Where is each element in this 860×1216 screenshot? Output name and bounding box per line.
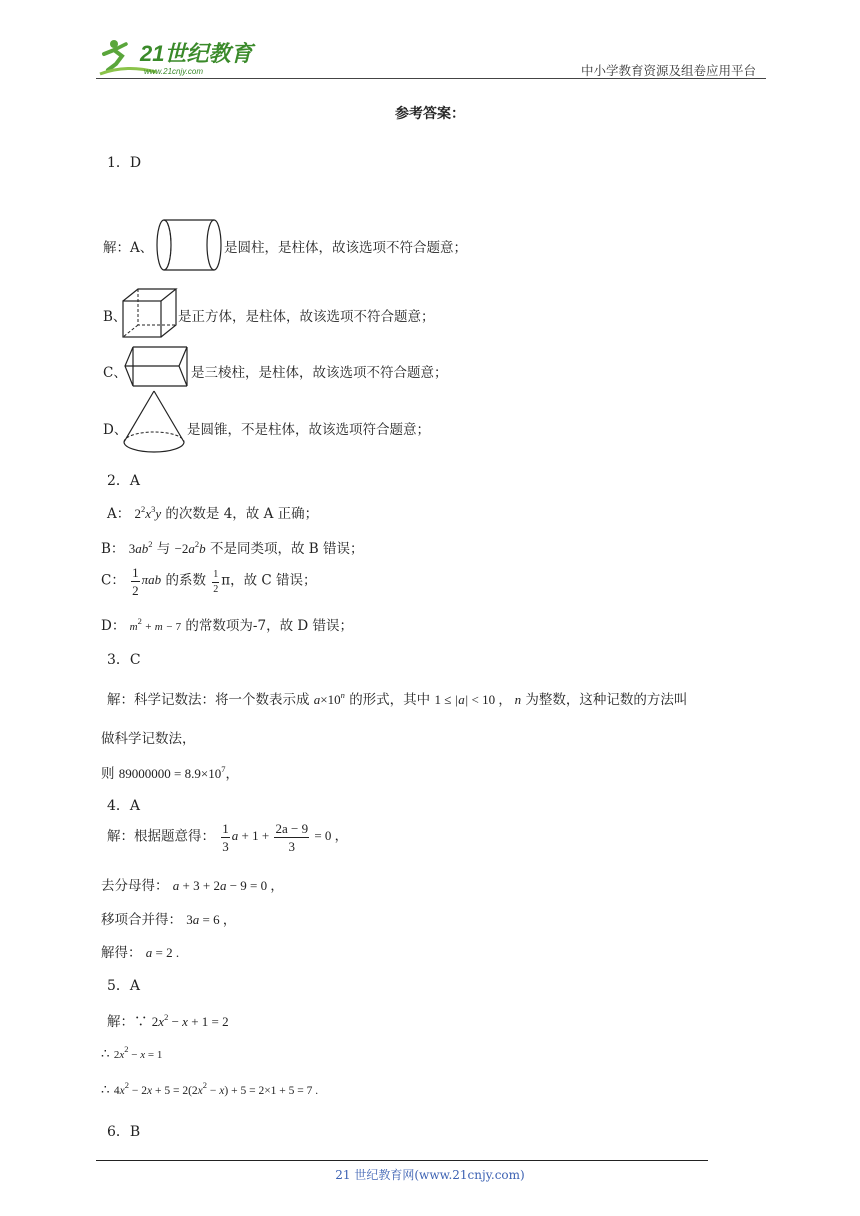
q1-option-a-prefix: 解：A、 bbox=[103, 240, 154, 256]
footer-link[interactable]: 21 世纪教育网(www.21cnjy.com) bbox=[335, 1168, 525, 1182]
q2-b-expression-1: $3ab^2$ bbox=[128, 539, 153, 556]
q1-option-d-text: 是圆锥，不是柱体，故该选项符合题意； bbox=[187, 422, 430, 438]
q2-c-coefficient: $\frac{1}{2}$ bbox=[213, 568, 219, 595]
q1-option-a-text: 是圆柱，是柱体，故该选项不符合题意； bbox=[224, 240, 467, 256]
runner-logo-icon bbox=[96, 34, 256, 78]
q4-line4-text: 解得： bbox=[101, 945, 142, 961]
q4-line-4 bbox=[101, 941, 179, 961]
q5-step-2: $2x^2 - x = 1$ bbox=[113, 1044, 163, 1061]
q2-c-text: π，故 C 错误； bbox=[221, 572, 317, 589]
q2-a-text: 的次数是 4，故 A 正确； bbox=[165, 506, 319, 522]
q1-option-b-text: 是正方体，是柱体，故该选项不符合题意； bbox=[178, 309, 435, 325]
q4-line3-text: 移项合并得： bbox=[101, 912, 182, 928]
q5-line3-text: ∴ bbox=[101, 1082, 110, 1098]
q5-line1-text: 解：∵ bbox=[107, 1014, 148, 1030]
q3-line-1 bbox=[107, 688, 687, 708]
cylinder-icon bbox=[154, 218, 224, 272]
answer-1: 1．D bbox=[107, 155, 142, 171]
q5-given: $2x^2 - x + 1 = 2$ bbox=[151, 1012, 229, 1029]
cone-icon bbox=[120, 388, 188, 456]
q2-c-expression: $\frac{1}{2}$ πab bbox=[132, 565, 162, 598]
answer-4: 4．A bbox=[107, 798, 141, 814]
page-title: 参考答案： bbox=[395, 106, 465, 122]
q2-c-prefix: C： bbox=[101, 572, 125, 589]
q2-option-a bbox=[107, 502, 318, 522]
q3-line-2: 做科学记数法， bbox=[101, 731, 196, 747]
q3-inequality: 1 ≤ |a| < 10 ， n bbox=[434, 692, 522, 707]
q1-option-b-prefix: B、 bbox=[103, 309, 127, 325]
q3-line3-prefix: 则 bbox=[101, 766, 115, 782]
answer-5: 5．A bbox=[107, 978, 141, 994]
q2-d-text: 的常数项为-7，故 D 错误； bbox=[185, 618, 353, 634]
q2-option-b bbox=[101, 537, 363, 557]
q2-option-c bbox=[101, 566, 317, 597]
q4-line-1 bbox=[107, 822, 348, 853]
q3-line1-a: 解：科学记数法：将一个数表示成 bbox=[107, 692, 310, 708]
q3-line1-b: 的形式，其中 bbox=[349, 692, 431, 708]
q5-line-1 bbox=[107, 1010, 229, 1030]
header-divider bbox=[96, 78, 766, 79]
q1-option-c-prefix: C、 bbox=[103, 365, 127, 381]
q3-result: $89000000 = 8.9\times 10^7$， bbox=[118, 764, 239, 781]
q2-d-expression: $m^2 + m - 7$ bbox=[129, 616, 182, 633]
cube-icon bbox=[120, 287, 180, 339]
q2-option-d bbox=[101, 614, 353, 634]
q2-a-prefix: A： bbox=[107, 506, 131, 522]
q2-b-expression-2: $-2a^2b$ bbox=[174, 539, 206, 556]
q2-b-prefix: B： bbox=[101, 541, 125, 557]
q2-c-mid: 的系数 bbox=[165, 572, 206, 589]
site-logo bbox=[96, 34, 256, 78]
q4-step-2: a + 3 + 2a − 9 = 0 ， bbox=[172, 878, 284, 893]
q4-step-3: 3a = 6 ， bbox=[186, 912, 236, 927]
triangular-prism-icon bbox=[121, 344, 191, 390]
q4-line1-text: 解：根据题意得： bbox=[107, 828, 215, 845]
q2-b-mid: 与 bbox=[156, 541, 171, 557]
q1-option-c-text: 是三棱柱，是柱体，故该选项不符合题意； bbox=[191, 365, 448, 381]
answer-3: 3．C bbox=[107, 652, 141, 668]
q5-line-3 bbox=[101, 1080, 318, 1098]
footer-divider bbox=[96, 1160, 708, 1161]
q3-notation: $a\times 10^n$ bbox=[313, 690, 345, 707]
q3-line-3 bbox=[101, 762, 238, 782]
q2-b-text: 不是同类项，故 B 错误； bbox=[209, 541, 364, 557]
q2-a-expression: $2^2x^3y$ bbox=[134, 504, 162, 521]
answer-2: 2．A bbox=[107, 473, 141, 489]
q4-equation: $\frac{1}{3}$ a + 1 + $\frac{2a - 9}{3}$ = 0 ， bbox=[222, 821, 348, 854]
q1-option-d-prefix: D、 bbox=[103, 422, 128, 438]
q4-line-2 bbox=[101, 874, 283, 894]
q4-line2-text: 去分母得： bbox=[101, 878, 169, 894]
q4-line-3 bbox=[101, 908, 236, 928]
q2-d-prefix: D： bbox=[101, 618, 126, 634]
answer-6: 6．B bbox=[107, 1124, 141, 1140]
site-tagline: 中小学教育资源及组卷应用平台 bbox=[580, 63, 756, 78]
q5-line-2 bbox=[101, 1044, 162, 1062]
logo-url: www.21cnjy.com bbox=[144, 67, 203, 76]
q5-line2-text: ∴ bbox=[101, 1046, 110, 1062]
logo-text: 21世纪教育 bbox=[140, 41, 253, 66]
q3-line1-c: 为整数，这种记数的方法叫 bbox=[525, 692, 688, 708]
q4-result: a = 2 . bbox=[145, 945, 180, 960]
q5-result: $4x^2 - 2x + 5 = 2(2x^2 - x) + 5 = 2\times 1 + 5 = 7$ . bbox=[113, 1080, 319, 1097]
